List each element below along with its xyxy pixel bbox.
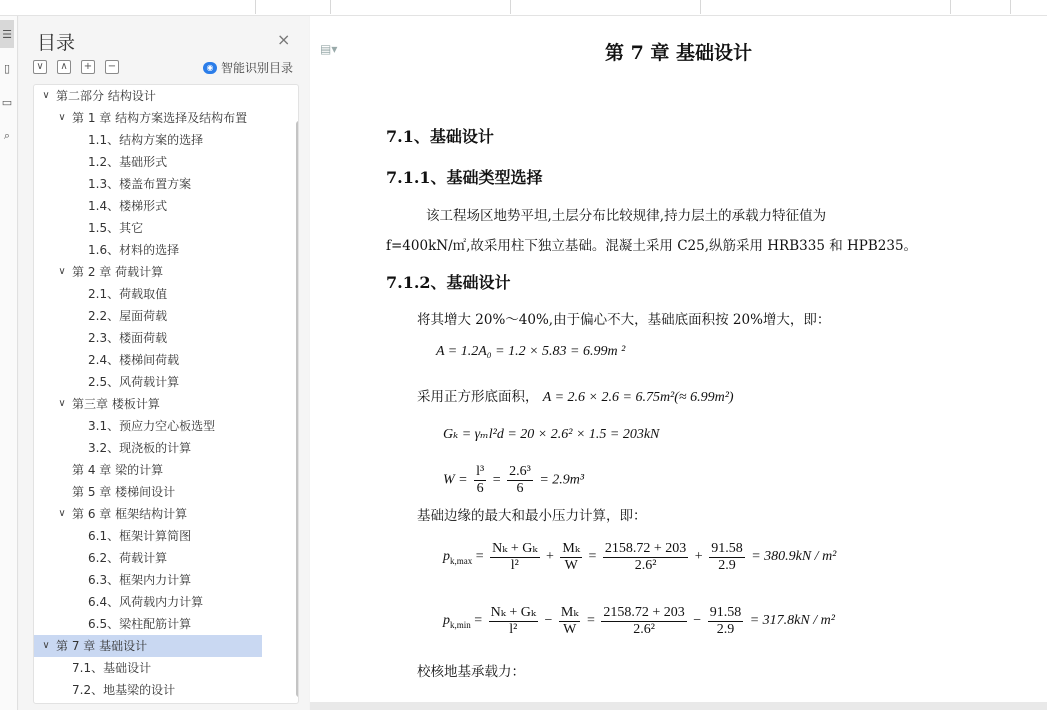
- equation-pmax: $p_{k,max}$ = $\frac{\text{Nₖ + Gₖ}}{\text{l²}}$ + $\frac{\text{Mₖ}}{W}$ = $\frac{2158.72 + 203}{\text{2.6²}}$ + $\frac{91.58}{2.9}$ = 380.9kN / m²: [443, 540, 837, 573]
- toc-item-label: 1.4、楼梯形式: [88, 199, 168, 213]
- fraction: [490, 540, 539, 574]
- toc-item[interactable]: [34, 173, 262, 195]
- paragraph-line: f=400kN/㎡,故采用柱下独立基础。混凝土采用 C25,纵筋采用 HRB335 和 HPB235。: [386, 238, 918, 254]
- toc-panel: [19, 16, 309, 710]
- toc-item[interactable]: [34, 525, 262, 547]
- expand-all-button[interactable]: ∧: [57, 60, 71, 74]
- toc-item-label: 1.3、楼盖布置方案: [88, 177, 192, 191]
- fraction: [560, 540, 582, 574]
- toc-item[interactable]: [34, 151, 262, 173]
- chevron-down-icon[interactable]: ∨: [58, 508, 66, 519]
- toc-icon[interactable]: ☰: [0, 20, 14, 48]
- operator: +: [694, 549, 703, 565]
- toc-item[interactable]: [34, 195, 262, 217]
- toc-item-label: 2.4、楼梯间荷载: [88, 353, 180, 367]
- fraction: [603, 541, 688, 574]
- toc-item-label: 2.5、风荷载计算: [88, 375, 180, 389]
- toc-item[interactable]: [34, 481, 262, 503]
- toc-item-label: 2.3、楼面荷载: [88, 331, 168, 345]
- denominator: W: [564, 558, 578, 573]
- numerator: Nₖ + Gₖ: [490, 605, 537, 620]
- top-ruler: [0, 0, 1047, 16]
- smart-toc-button[interactable]: [203, 59, 293, 76]
- toc-item-label: 第二部分 结构设计: [56, 89, 156, 103]
- numerator: 2.6³: [509, 464, 531, 479]
- operator: +: [546, 549, 554, 565]
- toc-toolbar: [33, 60, 119, 74]
- numerator: Nₖ + Gₖ: [492, 541, 538, 556]
- equation-sub: k,max: [450, 556, 473, 567]
- toc-item[interactable]: [34, 415, 262, 437]
- toc-item-label: 1.2、基础形式: [88, 155, 168, 169]
- equation-lhs: p: [443, 549, 450, 565]
- equation-w: W = $\frac{\text{l³}}{6}$ = $\frac{\text{2.6³}}{6}$ = 2.9m³: [443, 464, 585, 496]
- operator: −: [693, 613, 702, 629]
- equation-text: Gₖ = γₘl²d = 20 × 2.6² × 1.5 = 203kN: [443, 427, 660, 442]
- toc-item-label: 2.1、荷载取值: [88, 287, 168, 301]
- operator: −: [544, 613, 553, 629]
- toc-item-label: 第三章 楼板计算: [72, 397, 160, 411]
- heading-7-1-1: 7.1.1、基础类型选择: [386, 168, 543, 187]
- toc-item-label: 第 7 章 基础设计: [56, 639, 148, 653]
- toc-item[interactable]: [34, 503, 262, 525]
- toc-item[interactable]: [34, 129, 262, 151]
- numerator: Mₖ: [560, 605, 579, 620]
- toc-item[interactable]: [34, 393, 262, 415]
- close-icon[interactable]: ×: [277, 30, 291, 49]
- fraction: [489, 604, 538, 638]
- equation-area: [436, 344, 625, 360]
- toc-item[interactable]: [34, 591, 262, 613]
- equation-result: = 380.9kN / m²: [751, 549, 837, 565]
- document-icon[interactable]: ▤▾: [320, 42, 338, 56]
- chevron-down-icon[interactable]: ∨: [58, 112, 66, 123]
- numerator: 2158.72 + 203: [604, 540, 687, 556]
- chapter-title: 第 7 章 基础设计: [604, 42, 753, 64]
- toc-item[interactable]: [34, 613, 262, 635]
- toc-item[interactable]: [34, 107, 262, 129]
- paragraph-line: 基础边缘的最大和最小压力计算，即：: [417, 508, 647, 524]
- toc-item-label: 6.3、框架内力计算: [88, 573, 192, 587]
- toc-title: 目录: [37, 32, 76, 54]
- numerator: 91.58: [709, 604, 742, 620]
- toc-item-label: 1.6、材料的选择: [88, 243, 180, 257]
- toc-item-label: 3.2、现浇板的计算: [88, 441, 192, 455]
- equation-inline: A = 2.6 × 2.6 = 6.75m²(≈ 6.99m²): [542, 390, 734, 405]
- numerator: 91.58: [711, 540, 743, 556]
- equation-gk: [443, 426, 659, 443]
- paragraph-line: 该工程场区地势平坦,土层分布比较规律,持力层土的承载力特征值为: [426, 208, 827, 224]
- toc-item-label: 第 4 章 梁的计算: [72, 463, 164, 477]
- denominator: 2.9: [718, 557, 736, 573]
- paragraph-text: 采用正方形底面积，: [417, 389, 539, 405]
- fraction: [601, 605, 686, 638]
- denominator: W: [563, 622, 577, 637]
- toc-item-label: 6.4、风荷载内力计算: [88, 595, 204, 609]
- heading-7-1: 7.1、基础设计: [386, 127, 494, 146]
- bookmark-icon[interactable]: ▯: [3, 61, 11, 75]
- equation-pmin: $p_{k,min}$ = $\frac{\text{Nₖ + Gₖ}}{\text{l²}}$ − $\frac{\text{Mₖ}}{W}$ = $\frac{2158.72 + 203}{\text{2.6²}}$ − $\frac{91.58}{2.9}$ = 317.8kN / m²: [443, 604, 835, 637]
- toc-item-label: 7.1、基础设计: [72, 661, 152, 675]
- fraction: [709, 541, 745, 574]
- toc-item[interactable]: [34, 459, 262, 481]
- page-icon[interactable]: ▭: [1, 95, 13, 109]
- chevron-down-icon[interactable]: ∨: [58, 266, 66, 277]
- toc-item-label: 第 6 章 框架结构计算: [72, 507, 188, 521]
- smart-toc-label: 智能识别目录: [221, 61, 294, 75]
- toc-item[interactable]: [34, 217, 262, 239]
- paragraph-line: 将其增大 20%～40%,由于偏心不大，基础底面积按 20%增大，即：: [417, 312, 831, 328]
- fraction: [708, 605, 744, 638]
- numerator: Mₖ: [562, 541, 580, 556]
- toc-item[interactable]: [34, 239, 262, 261]
- toc-item-selected[interactable]: [34, 635, 262, 657]
- toc-item-label: 2.2、屋面荷载: [88, 309, 168, 323]
- numerator: 2158.72 + 203: [603, 604, 685, 620]
- chevron-down-icon[interactable]: ∨: [42, 640, 50, 651]
- denominator: 6: [516, 481, 524, 496]
- fraction: [474, 464, 486, 497]
- toc-item[interactable]: [34, 437, 262, 459]
- equation-sub: k,min: [450, 620, 471, 631]
- toc-scrollbar[interactable]: [296, 121, 299, 697]
- toc-item-label: 6.5、梁柱配筋计算: [88, 617, 192, 631]
- horizontal-scrollbar[interactable]: [310, 702, 1047, 710]
- toc-item-label: 3.1、预应力空心板选型: [88, 419, 216, 433]
- paragraph-line: 校核地基承载力：: [417, 664, 525, 680]
- paragraph-line: [417, 385, 734, 406]
- toc-item-label: 第 2 章 荷载计算: [72, 265, 164, 279]
- toc-item-label: 第 1 章 结构方案选择及结构布置: [72, 111, 248, 125]
- search-icon[interactable]: ⌕: [3, 129, 11, 142]
- toc-item[interactable]: [34, 547, 262, 569]
- fraction: [507, 464, 533, 497]
- toc-item-label: 6.2、荷载计算: [88, 551, 168, 565]
- toc-item[interactable]: [34, 349, 262, 371]
- equation-lhs: p: [443, 613, 450, 629]
- collapse-all-button[interactable]: ∨: [33, 60, 47, 74]
- fraction: [559, 604, 581, 638]
- equation-text: A = 1.2A₀ = 1.2 × 5.83 = 6.99m ²: [436, 344, 626, 359]
- toc-item[interactable]: [34, 261, 262, 283]
- numerator: l³: [476, 464, 485, 479]
- document-page: [310, 16, 1047, 710]
- ai-icon: ◉: [203, 62, 217, 74]
- chevron-down-icon[interactable]: ∨: [42, 90, 50, 101]
- toc-item[interactable]: [34, 679, 262, 701]
- add-heading-button[interactable]: +: [81, 60, 95, 74]
- chevron-down-icon[interactable]: ∨: [58, 398, 66, 409]
- denominator: 2.9: [716, 621, 735, 637]
- toc-item[interactable]: [34, 569, 262, 591]
- toc-item[interactable]: [34, 371, 262, 393]
- equation-text: = 2.9m³: [539, 472, 585, 488]
- toc-item-label: 6.1、框架计算简图: [88, 529, 192, 543]
- denominator: 2.6²: [633, 621, 655, 637]
- equation-result: = 317.8kN / m²: [749, 613, 835, 629]
- left-rail: [0, 16, 18, 710]
- toc-item[interactable]: [34, 657, 262, 679]
- toc-item[interactable]: [34, 283, 262, 305]
- heading-7-1-2: 7.1.2、基础设计: [386, 273, 511, 292]
- denominator: 2.6²: [634, 557, 657, 573]
- toc-item[interactable]: [34, 305, 262, 327]
- remove-heading-button[interactable]: −: [105, 60, 119, 74]
- toc-item-label: 1.5、其它: [88, 221, 144, 235]
- toc-item-label: 7.2、地基梁的设计: [72, 683, 176, 697]
- toc-item-label: 1.1、结构方案的选择: [88, 133, 204, 147]
- toc-tree: [33, 84, 299, 704]
- denominator: 6: [476, 481, 484, 496]
- equation-text: W =: [443, 472, 472, 488]
- denominator: l²: [509, 622, 518, 637]
- toc-item[interactable]: [34, 85, 262, 107]
- toc-item[interactable]: [34, 327, 262, 349]
- toc-item-label: 第 5 章 楼梯间设计: [72, 485, 176, 499]
- denominator: l²: [510, 558, 519, 573]
